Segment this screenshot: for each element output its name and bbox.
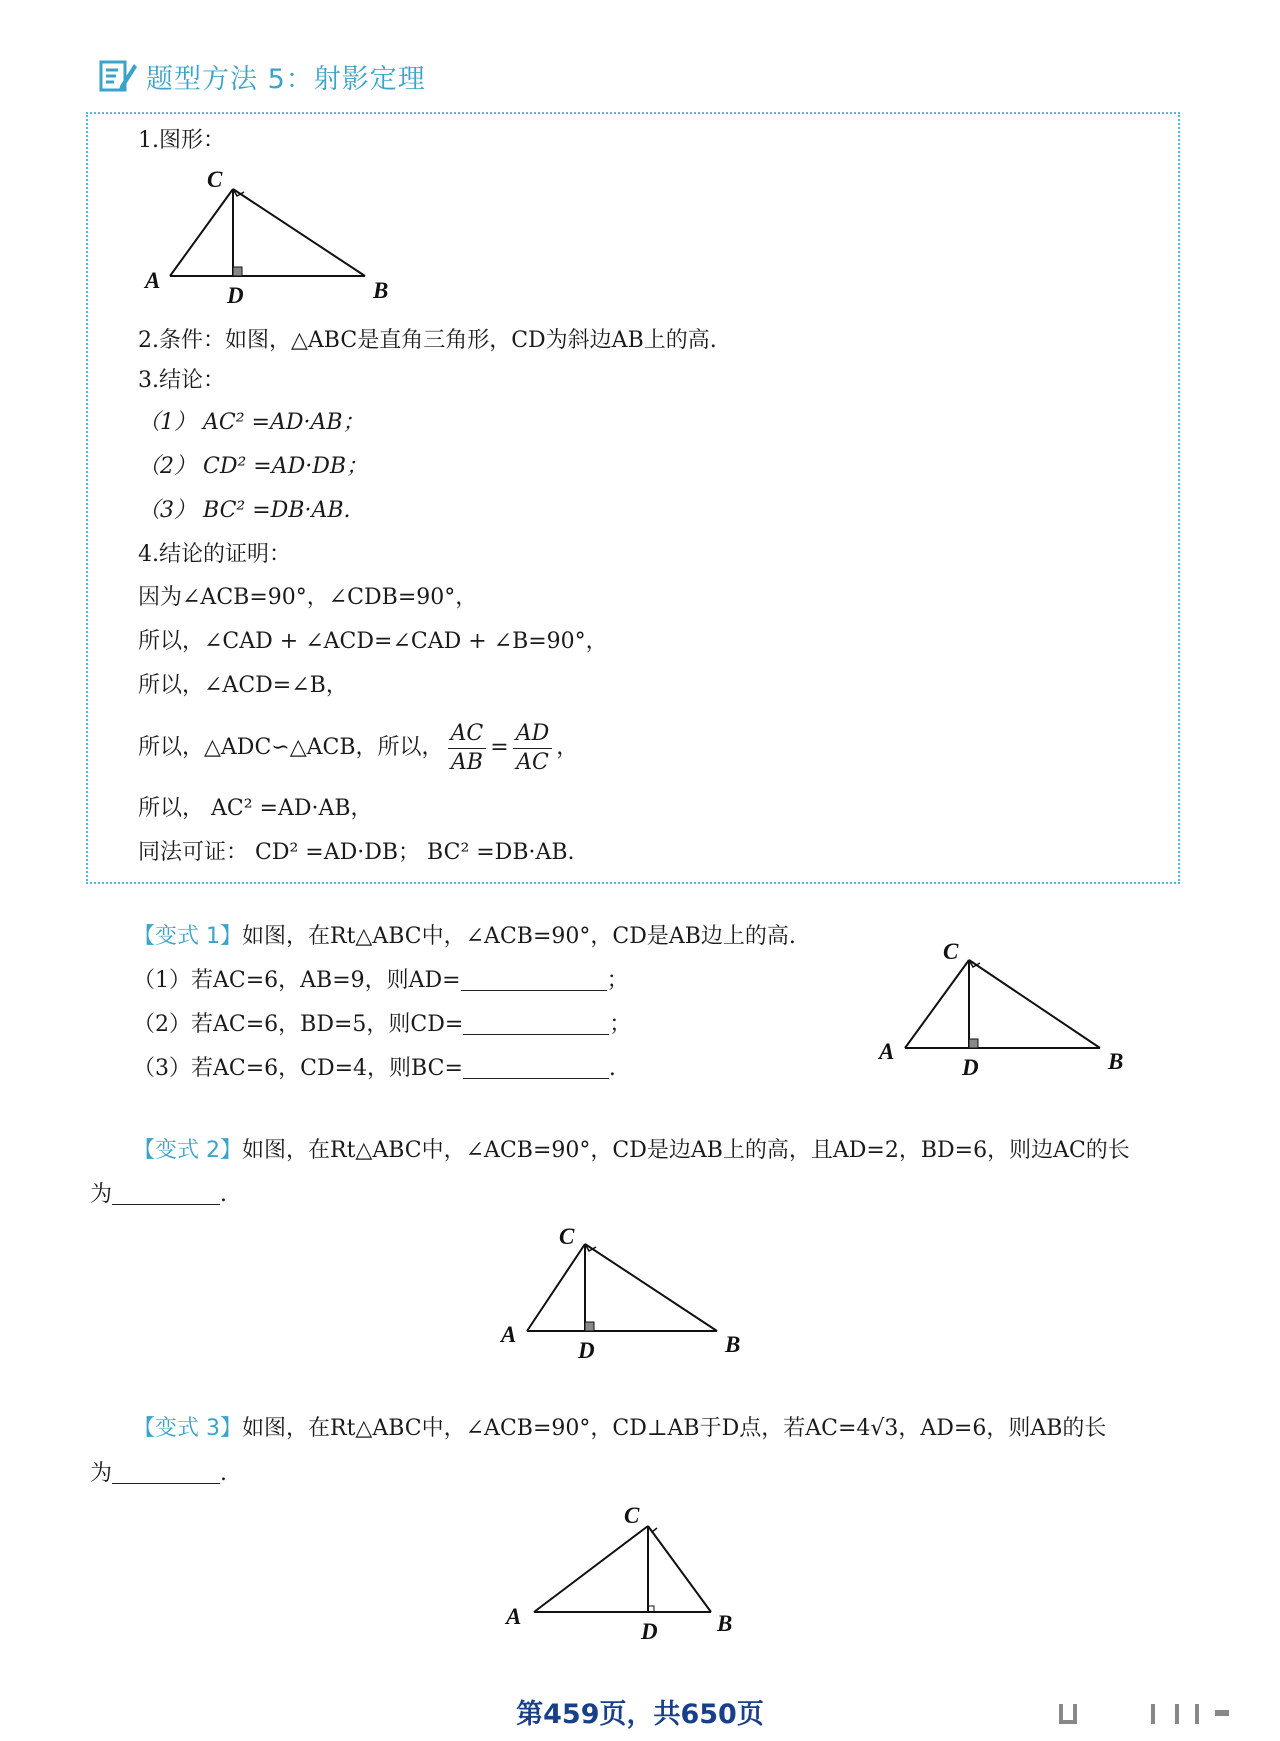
fraction-ad-ac bbox=[513, 720, 553, 777]
note-pencil-icon bbox=[98, 58, 138, 94]
section-title bbox=[98, 56, 426, 96]
page-number: 第459页，共650页 bbox=[516, 1699, 764, 1730]
variant-1-q3-text: （3）若AC=6，CD=4，则BC= bbox=[133, 1056, 463, 1081]
equals-sign: = bbox=[490, 735, 509, 760]
label-b-3: B bbox=[725, 1332, 741, 1357]
variant-2-answer-line bbox=[90, 1180, 227, 1210]
label-a-2: A bbox=[879, 1039, 895, 1064]
answer-blank-3[interactable] bbox=[463, 1056, 609, 1079]
item-figure-heading: 1.图形： bbox=[138, 128, 225, 153]
figure-triangle-3 bbox=[495, 1218, 765, 1368]
label-a-3: A bbox=[501, 1322, 517, 1347]
label-b-2: B bbox=[1108, 1049, 1124, 1074]
answer-blank-4[interactable] bbox=[112, 1182, 220, 1205]
variant-3-tag: 【变式 3】 bbox=[133, 1416, 242, 1441]
variant-1-q2 bbox=[133, 1010, 631, 1040]
proof-line-4 bbox=[138, 716, 578, 780]
variant-1-q2-end: ； bbox=[609, 1012, 632, 1037]
label-c-2: C bbox=[943, 939, 959, 964]
figure-triangle-1 bbox=[135, 165, 415, 315]
proof-line-4-pre: 所以，△ADC∽△ACB，所以， bbox=[138, 735, 444, 760]
conclusion-3: （3） BC² =DB·AB. bbox=[138, 498, 351, 523]
variant-1-q1-text: （1）若AC=6，AB=9，则AD= bbox=[133, 968, 461, 993]
answer-blank-2[interactable] bbox=[463, 1012, 609, 1035]
label-d-4: D bbox=[641, 1619, 658, 1644]
variant-2-end: . bbox=[220, 1182, 228, 1207]
section-title-text: 题型方法 5：射影定理 bbox=[146, 63, 426, 95]
variant-3-stem bbox=[133, 1414, 1106, 1444]
variant-1-stem-text: 如图，在Rt△ABC中，∠ACB=90°，CD是AB边上的高. bbox=[242, 924, 796, 949]
proof-line-4-post: ， bbox=[556, 735, 579, 760]
label-d-2: D bbox=[962, 1055, 979, 1080]
variant-1-stem bbox=[133, 922, 796, 952]
proof-heading: 4.结论的证明： bbox=[138, 542, 291, 567]
label-a-4: A bbox=[506, 1604, 522, 1629]
variant-2-stem-text: 如图，在Rt△ABC中，∠ACB=90°，CD是边AB上的高，且AD=2，BD=6，则边AC的长 bbox=[242, 1138, 1130, 1163]
figure-triangle-4 bbox=[500, 1496, 750, 1646]
conclusion-heading: 3.结论： bbox=[138, 368, 225, 393]
variant-3-answer-line bbox=[90, 1459, 227, 1489]
label-c-4: C bbox=[624, 1503, 640, 1528]
label-c: C bbox=[207, 167, 223, 192]
fraction-2-denominator: AC bbox=[516, 749, 549, 775]
label-d: D bbox=[227, 283, 244, 308]
label-b-4: B bbox=[717, 1611, 733, 1636]
label-a: A bbox=[145, 268, 161, 293]
condition-text: 2.条件：如图，△ABC是直角三角形，CD为斜边AB上的高. bbox=[138, 328, 717, 353]
variant-1-q3-end: . bbox=[608, 1056, 616, 1081]
label-d-3: D bbox=[578, 1338, 595, 1363]
answer-blank-1[interactable] bbox=[461, 968, 607, 991]
variant-1-q1-end: ； bbox=[606, 968, 629, 993]
proof-line-5: 所以， AC² =AD·AB， bbox=[138, 796, 373, 821]
fraction-1-numerator: AC bbox=[448, 720, 487, 749]
variant-3-stem-2: 为 bbox=[90, 1461, 113, 1486]
scroll-bars-icon bbox=[1055, 1700, 1255, 1730]
proof-line-3: 所以，∠ACD=∠B， bbox=[138, 673, 348, 698]
fraction-2-numerator: AD bbox=[513, 720, 553, 749]
fraction-1-denominator: AB bbox=[450, 749, 483, 775]
figure-triangle-2 bbox=[870, 935, 1140, 1085]
proof-line-6: 同法可证： CD² =AD·DB； BC² =DB·AB. bbox=[138, 840, 575, 865]
variant-3-stem-text: 如图，在Rt△ABC中，∠ACB=90°，CD⊥AB于D点，若AC=4√3，AD=6，则AB的长 bbox=[242, 1416, 1107, 1441]
variant-3-end: . bbox=[220, 1461, 228, 1486]
fraction-ac-ab bbox=[448, 720, 487, 777]
label-b: B bbox=[373, 278, 389, 303]
label-c-3: C bbox=[559, 1224, 575, 1249]
conclusion-1: （1） AC² =AD·AB； bbox=[138, 410, 365, 435]
proof-line-1: 因为∠ACB=90°，∠CDB=90°， bbox=[138, 585, 478, 610]
answer-blank-5[interactable] bbox=[112, 1461, 220, 1484]
variant-2-tag: 【变式 2】 bbox=[133, 1138, 242, 1163]
variant-2-stem bbox=[133, 1136, 1130, 1166]
variant-1-q3 bbox=[133, 1054, 616, 1084]
variant-1-q1 bbox=[133, 966, 629, 996]
variant-1-q2-text: （2）若AC=6，BD=5，则CD= bbox=[133, 1012, 464, 1037]
variant-2-stem-2: 为 bbox=[90, 1182, 113, 1207]
proof-line-2: 所以，∠CAD + ∠ACD=∠CAD + ∠B=90°， bbox=[138, 629, 608, 654]
conclusion-2: （2） CD² =AD·DB； bbox=[138, 454, 369, 479]
variant-1-tag: 【变式 1】 bbox=[133, 924, 242, 949]
